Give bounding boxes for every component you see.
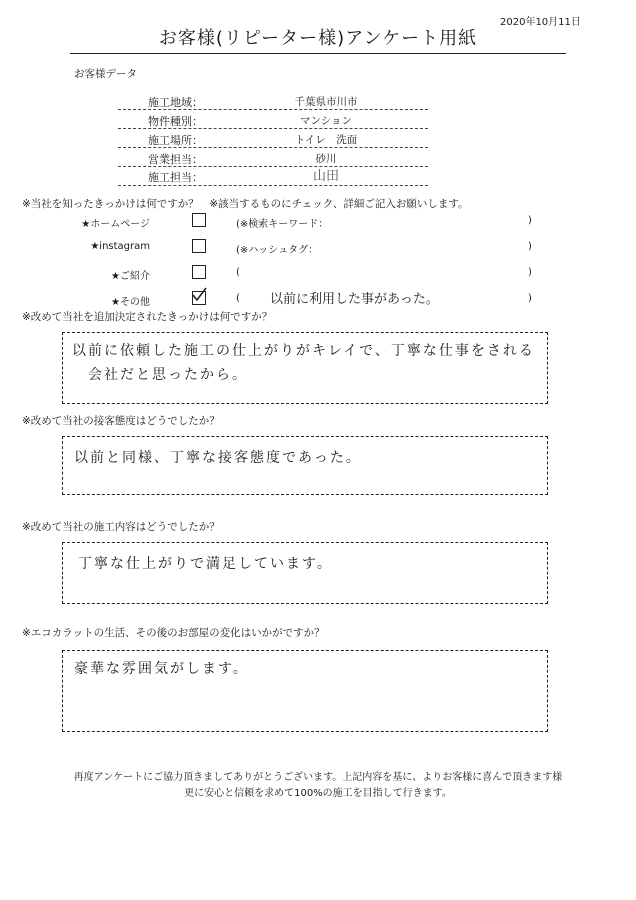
row-value-sales-rep: 砂川 <box>315 153 337 165</box>
q4-heading: ※改めて当社の施工内容はどうでしたか？ <box>22 521 220 533</box>
footer-line2: 更に安心と信頼を求めて100%の施工を目指して行きます。 <box>184 788 452 799</box>
row-divider <box>118 128 428 129</box>
option-close-paren: ) <box>528 293 532 304</box>
option-detail-instagram: (※ハッシュタグ： <box>236 245 319 256</box>
customer-data-heading: お客様データ <box>74 68 137 80</box>
page-title: お客様(リピーター様)アンケート用紙 <box>158 28 478 49</box>
option-label-homepage: ★ホームページ <box>81 219 150 230</box>
row-divider <box>118 109 428 110</box>
row-label-property-type: 物件種別： <box>148 115 203 128</box>
checkbox-instagram[interactable] <box>192 239 206 253</box>
option-detail-referral: ( <box>236 267 240 278</box>
row-label-area: 施工地域： <box>148 96 203 109</box>
q5-answer: 豪華な雰囲気がします。 <box>74 661 249 677</box>
survey-date: 2020年10月11日 <box>500 17 581 28</box>
row-value-area: 千葉県市川市 <box>294 96 358 108</box>
option-close-paren: ) <box>528 215 532 226</box>
checkbox-homepage[interactable] <box>192 213 206 227</box>
q2-answer-line2: 会社だと思ったから。 <box>88 367 248 383</box>
row-value-installer: 山田 <box>312 169 339 184</box>
q2-heading: ※改めて当社を追加決定されたきっかけは何ですか？ <box>22 311 273 323</box>
option-detail-homepage: (※検索キーワード： <box>236 219 329 230</box>
option-label-instagram: ★instagram <box>90 241 150 252</box>
q5-heading: ※エコカラットの生活、その後のお部屋の変化はいかがですか？ <box>22 627 325 639</box>
row-divider <box>118 147 428 148</box>
row-label-sales-rep: 営業担当： <box>148 153 203 166</box>
q3-answer: 以前と同様、丁寧な接客態度であった。 <box>74 450 362 466</box>
option-close-paren: ) <box>528 267 532 278</box>
option-handwritten-other: 以前に利用した事があった。 <box>270 292 439 307</box>
q2-answer-line1: 以前に依頼した施工の仕上がりがキレイで、丁寧な仕事をされる <box>72 343 535 359</box>
row-value-location: トイレ 洗面 <box>294 134 358 146</box>
row-divider <box>118 185 428 186</box>
option-close-paren: ) <box>528 241 532 252</box>
q4-answer: 丁寧な仕上がりで満足しています。 <box>78 556 333 572</box>
footer-line1: 再度アンケートにご協力頂きましてありがとうございます。上記内容を基に、よりお客様に喜んで頂きます様 <box>73 772 563 783</box>
checkbox-referral[interactable] <box>192 265 206 279</box>
q1-heading: ※当社を知ったきっかけは何ですか？ ※該当するものにチェック、詳細ご記入お願いします。 <box>22 198 469 210</box>
row-label-installer: 施工担当： <box>148 171 203 184</box>
row-label-location: 施工場所： <box>148 134 203 147</box>
q3-heading: ※改めて当社の接客態度はどうでしたか？ <box>22 415 220 427</box>
option-detail-other: ( <box>236 293 240 304</box>
checkmark-icon <box>191 287 207 303</box>
row-value-property-type: マンション <box>299 115 353 127</box>
title-underline <box>70 53 566 54</box>
option-label-referral: ★ご紹介 <box>111 271 150 282</box>
option-label-other: ★その他 <box>111 297 150 308</box>
